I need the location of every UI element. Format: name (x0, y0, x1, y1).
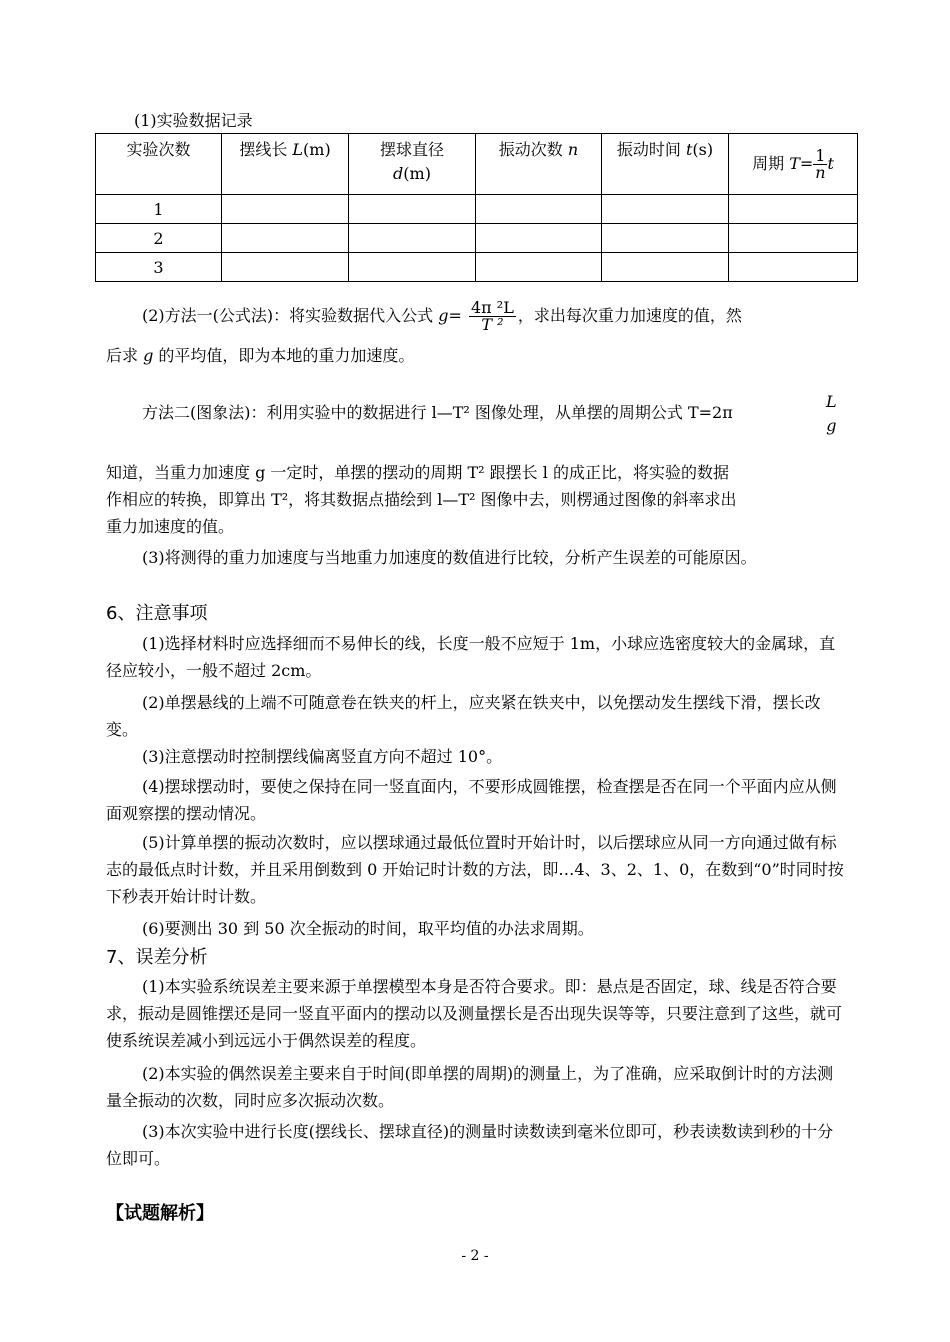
error-3: (3)本次实验中进行长度(摆线长、摆球直径)的测量时读数读到毫米位即可，秒表读数读到秒的十分位即可。 (106, 1122, 834, 1168)
formula-fraction: $\frac{\text{4π ²L}}{\text{T ²}}$ (471, 298, 514, 334)
note-5: (5)计算单摆的振动次数时，应以摆球通过最低位置时开始计时，以后摆球应从同一方向通过做有标志的最低点时计数，并且采用倒数到 0 开始记时计数的方法，即…4、3、2、1、0，在数到“0”时同时按下秒表开始计时计数。 (106, 833, 844, 906)
table-row: 3 (96, 253, 858, 282)
note-1: (1)选择材料时应选择细而不易伸长的线，长度一般不应短于 1m，小球应选密度较大的金属球，直径应较小，一般不超过 2cm。 (106, 634, 836, 680)
header-count: 振动次数 n (476, 134, 602, 195)
header-period: 周期 T= $\frac{1}{n}$ t (729, 134, 858, 195)
note-4: (4)摆球摆动时，要使之保持在同一竖直面内，不要形成圆锥摆，检查摆是否在同一个平面内应从侧面观察摆的摆动情况。 (106, 777, 837, 823)
method1-line1: (2)方法一(公式法)：将实验数据代入公式 g= $\frac{\text{4π ²L}}{\text{T ²}}$ ，求出每次重力加速度的值，然 (142, 298, 742, 334)
table-header-row (96, 134, 858, 195)
page-number: - 2 - (461, 1248, 489, 1264)
method2-line1: 方法二(图象法)：利用实验中的数据进行 l—T² 图像处理，从单摆的周期公式 T=2π (142, 403, 733, 422)
error-1: (1)本实验系统误差主要来源于单摆模型本身是否符合要求。即：悬点是否固定，球、线是否符合要求，振动是圆锥摆还是同一竖直平面内的摆动以及测量摆长是否出现失误等等，只要注意到了这些，就可使系统误差减小到远远小于偶然误差的程度。 (106, 977, 843, 1050)
header-diameter: 摆球直径 d(m) (349, 134, 476, 195)
method1-line2: 后求 g 的平均值，即为本地的重力加速度。 (106, 346, 415, 365)
method2-line4: 重力加速度的值。 (106, 517, 235, 536)
paragraph-3: (3)将测得的重力加速度与当地重力加速度的数值进行比较，分析产生误差的可能原因。 (142, 548, 757, 567)
method2-line3: 作相应的转换，即算出 T²，将其数据点描绘到 l—T² 图像中去，则楞通过图像的斜率求出 (106, 490, 737, 509)
header-time: 振动时间 t(s) (602, 134, 729, 195)
heading-error-analysis: 7、误差分析 (106, 947, 208, 968)
table-row: 2 (96, 224, 858, 253)
header-length: 摆线长 L(m) (222, 134, 349, 195)
section-label: (1)实验数据记录 (134, 111, 253, 130)
header-trial: 实验次数 (96, 134, 222, 195)
table-row: 1 (96, 195, 858, 224)
error-2: (2)本实验的偶然误差主要来自于时间(即单摆的周期)的测量上，为了准确，应采取倒计时的方法测量全振动的次数，同时应多次振动次数。 (106, 1064, 834, 1110)
period-fraction: $\frac{1}{n}$ (815, 145, 826, 182)
heading-precautions: 6、注意事项 (106, 603, 208, 624)
method2-line2: 知道，当重力加速度 g 一定时，单摆的摆动的周期 T² 跟摆长 l 的成正比，将实验的数据 (106, 463, 729, 482)
note-6: (6)要测出 30 到 50 次全振动的时间，取平均值的办法求周期。 (142, 919, 594, 938)
note-3: (3)注意摆动时控制摆线偏离竖直方向不超过 10°。 (142, 747, 503, 766)
sqrt-fraction: L g (826, 392, 837, 435)
section-title: 【试题解析】 (106, 1203, 214, 1224)
data-record-table (95, 133, 858, 282)
note-2: (2)单摆悬线的上端不可随意卷在铁夹的杆上，应夹紧在铁夹中，以免摆动发生摆线下滑，摆长改变。 (106, 693, 821, 739)
